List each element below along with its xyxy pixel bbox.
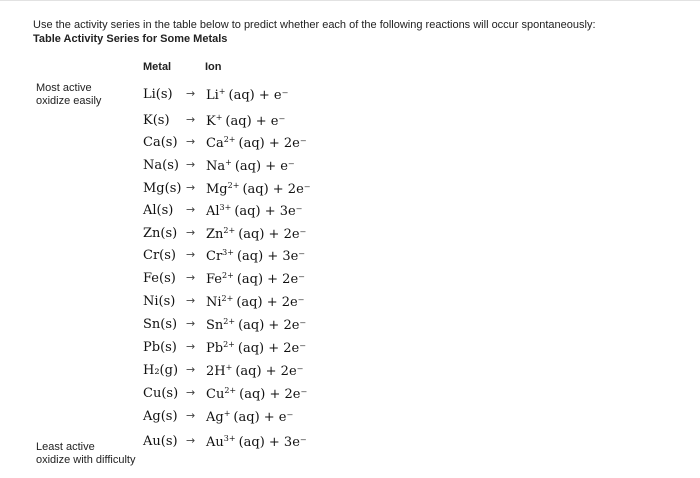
ion-rest: (aq) + 3e⁻ <box>234 204 303 219</box>
arrow-icon: → <box>186 181 196 194</box>
arrow-icon: → <box>186 226 196 239</box>
arrow-icon: → <box>186 434 196 447</box>
ion-rest: (aq) + 2e⁻ <box>238 318 307 333</box>
ion-charge: 2+ <box>222 271 234 280</box>
ion-charge: + <box>223 409 231 418</box>
metal-cell: Ca(s) <box>143 135 178 150</box>
most-active-label <box>36 82 101 108</box>
instructions <box>33 18 596 46</box>
ion-column-header: Ion <box>205 61 222 73</box>
metal-cell: Fe(s) <box>143 271 176 286</box>
ion-rest: (aq) + e⁻ <box>233 410 294 425</box>
arrow-icon: → <box>186 386 196 399</box>
ion-charge: + <box>215 113 223 122</box>
ion-symbol: Al <box>206 204 220 219</box>
arrow-icon: → <box>186 294 196 307</box>
ion-cell <box>206 363 304 379</box>
ion-symbol: K <box>206 114 216 129</box>
arrow-icon: → <box>186 248 196 261</box>
ion-cell <box>206 181 311 197</box>
ion-cell <box>206 340 306 356</box>
ion-rest: (aq) + 2e⁻ <box>239 387 308 402</box>
ion-symbol: Sn <box>206 318 224 333</box>
ion-symbol: Fe <box>206 272 223 287</box>
ion-symbol: Cu <box>206 387 225 402</box>
ion-charge: 2+ <box>223 135 236 144</box>
metal-cell: Sn(s) <box>143 317 178 332</box>
ion-charge: 3+ <box>223 434 236 443</box>
arrow-icon: → <box>186 340 196 353</box>
ion-charge: 2+ <box>224 386 237 395</box>
ion-rest: (aq) + 2e⁻ <box>238 136 307 151</box>
ion-cell <box>206 248 305 264</box>
ion-rest: (aq) + 2e⁻ <box>238 227 307 242</box>
ion-cell <box>206 386 307 402</box>
ion-rest: (aq) + e⁻ <box>234 159 295 174</box>
metal-cell: Pb(s) <box>143 340 177 355</box>
ion-symbol: Cr <box>206 249 223 264</box>
metal-cell: Al(s) <box>143 203 174 218</box>
most-active-line1: Most active <box>36 82 92 94</box>
ion-rest: (aq) + 2e⁻ <box>236 272 306 287</box>
ion-cell <box>206 87 288 103</box>
metal-cell: Cr(s) <box>143 248 176 263</box>
arrow-icon: → <box>186 135 196 148</box>
metal-cell: Li(s) <box>143 87 173 102</box>
metal-cell: Na(s) <box>143 158 179 173</box>
ion-cell <box>206 113 285 129</box>
arrow-icon: → <box>186 271 196 284</box>
ion-symbol: Ni <box>206 295 222 310</box>
least-active-line1: Least active <box>36 441 95 453</box>
ion-cell <box>206 409 293 425</box>
ion-symbol: Ca <box>206 136 224 151</box>
ion-charge: 2+ <box>227 181 240 190</box>
ion-symbol: Zn <box>206 227 224 242</box>
most-active-line2: oxidize easily <box>36 95 102 107</box>
least-active-label <box>36 441 135 467</box>
ion-symbol: Ag <box>206 410 224 425</box>
metal-cell: Ni(s) <box>143 294 176 309</box>
arrow-icon: → <box>186 87 196 100</box>
ion-charge: 3+ <box>222 248 234 257</box>
ion-cell <box>206 226 306 242</box>
ion-cell <box>206 158 295 174</box>
least-active-line2: oxidize with difficulty <box>36 454 136 466</box>
arrow-icon: → <box>186 363 196 376</box>
ion-cell <box>206 317 306 333</box>
metal-cell: Ag(s) <box>143 409 178 424</box>
metal-cell: K(s) <box>143 113 170 128</box>
ion-charge: 2+ <box>223 340 235 349</box>
ion-charge: + <box>225 158 232 167</box>
metal-column-header: Metal <box>143 61 172 73</box>
arrow-icon: → <box>186 113 196 126</box>
ion-charge: 2+ <box>223 317 236 326</box>
metal-cell: Cu(s) <box>143 386 179 401</box>
arrow-icon: → <box>186 158 196 171</box>
arrow-icon: → <box>186 317 196 330</box>
ion-charge: + <box>225 363 233 372</box>
ion-rest: (aq) + e⁻ <box>228 88 289 103</box>
ion-rest: (aq) + e⁻ <box>225 114 286 129</box>
ion-symbol: Au <box>206 435 224 450</box>
ion-charge: 3+ <box>219 203 232 212</box>
ion-rest: (aq) + 3e⁻ <box>236 249 306 264</box>
table-title: Table Activity Series for Some Metals <box>33 33 228 45</box>
arrow-icon: → <box>186 203 196 216</box>
ion-symbol: 2H <box>206 364 226 379</box>
ion-symbol: Li <box>206 88 219 103</box>
ion-cell <box>206 434 307 450</box>
instructions-text: Use the activity series in the table below to predict whether each of the following reactions will occur spontaneously: <box>33 19 596 31</box>
ion-cell <box>206 271 305 287</box>
ion-symbol: Na <box>206 159 226 174</box>
metal-cell: Mg(s) <box>143 181 182 196</box>
ion-rest: (aq) + 2e⁻ <box>242 182 311 197</box>
ion-rest: (aq) + 2e⁻ <box>235 364 304 379</box>
ion-rest: (aq) + 3e⁻ <box>238 435 307 450</box>
ion-charge: 2+ <box>223 226 236 235</box>
arrow-icon: → <box>186 409 196 422</box>
ion-rest: (aq) + 2e⁻ <box>237 341 307 356</box>
ion-charge: 2+ <box>221 294 234 303</box>
ion-symbol: Pb <box>206 341 224 356</box>
ion-cell <box>206 203 303 219</box>
ion-cell <box>206 294 305 310</box>
metal-cell: H₂(g) <box>143 363 179 378</box>
metal-cell: Au(s) <box>143 434 178 449</box>
ion-charge: + <box>218 87 226 96</box>
ion-symbol: Mg <box>206 182 228 197</box>
ion-cell <box>206 135 307 151</box>
ion-rest: (aq) + 2e⁻ <box>236 295 305 310</box>
metal-cell: Zn(s) <box>143 226 178 241</box>
